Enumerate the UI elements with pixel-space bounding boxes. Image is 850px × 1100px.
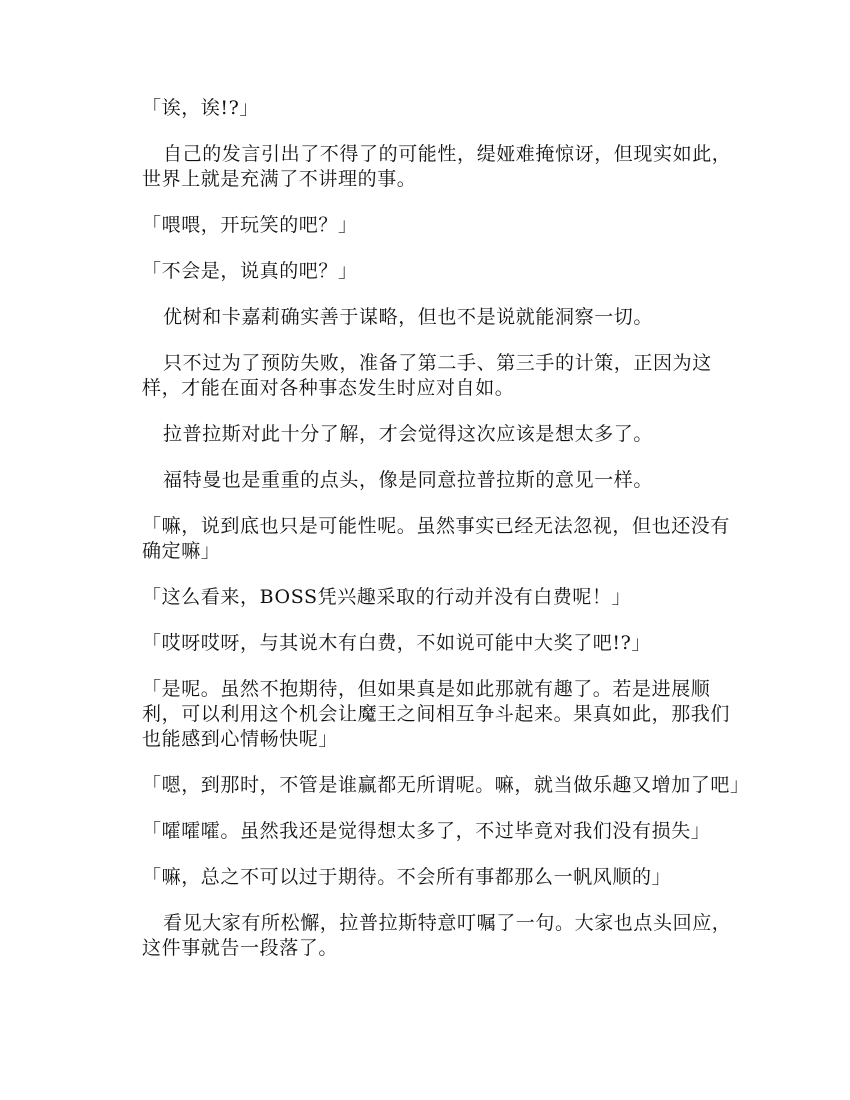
document-body	[142, 96, 748, 982]
paragraph: 优树和卡嘉莉确实善于谋略，但也不是说就能洞察一切。	[163, 306, 654, 328]
paragraph: 只不过为了预防失败，准备了第二手、第三手的计策，正因为这样，才能在面对各种事态发生时应对自如。	[142, 352, 712, 399]
paragraph: 「这么看来，BOSS凭兴趣采取的行动并没有白费呢！」	[142, 586, 632, 608]
paragraph: 「嚯嚯嚯。虽然我还是觉得想太多了，不过毕竟对我们没有损失」	[142, 820, 711, 842]
paragraph: 「诶，诶!?」	[142, 97, 260, 119]
paragraph: 看见大家有所松懈，拉普拉斯特意叮嘱了一句。大家也点头回应，这件事就告一段落了。	[142, 912, 732, 959]
paragraph: 自己的发言引出了不得了的可能性，缇娅难掩惊讶，但现实如此，世界上就是充满了不讲理的事。	[142, 143, 732, 190]
paragraph: 「嘛，说到底也只是可能性呢。虽然事实已经无法忽视，但也还没有确定嘛」	[142, 515, 731, 562]
paragraph: 「不会是，说真的吧？」	[142, 260, 358, 282]
paragraph: 福特曼也是重重的点头，像是同意拉普拉斯的意见一样。	[163, 469, 654, 491]
paragraph: 「嘛，总之不可以过于期待。不会所有事都那么一帆风顺的」	[142, 866, 672, 888]
paragraph: 「喂喂，开玩笑的吧？」	[142, 214, 358, 236]
paragraph: 「嗯，到那时，不管是谁赢都无所谓呢。嘛，就当做乐趣又增加了吧」	[142, 774, 750, 796]
paragraph: 拉普拉斯对此十分了解，才会觉得这次应该是想太多了。	[163, 423, 654, 445]
paragraph: 「是呢。虽然不抱期待，但如果真是如此那就有趣了。若是进展顺利，可以利用这个机会让魔王之间相互争斗起来。果真如此，那我们也能感到心情畅快呢」	[142, 678, 731, 750]
paragraph: 「哎呀哎呀，与其说木有白费，不如说可能中大奖了吧!?」	[142, 632, 652, 654]
